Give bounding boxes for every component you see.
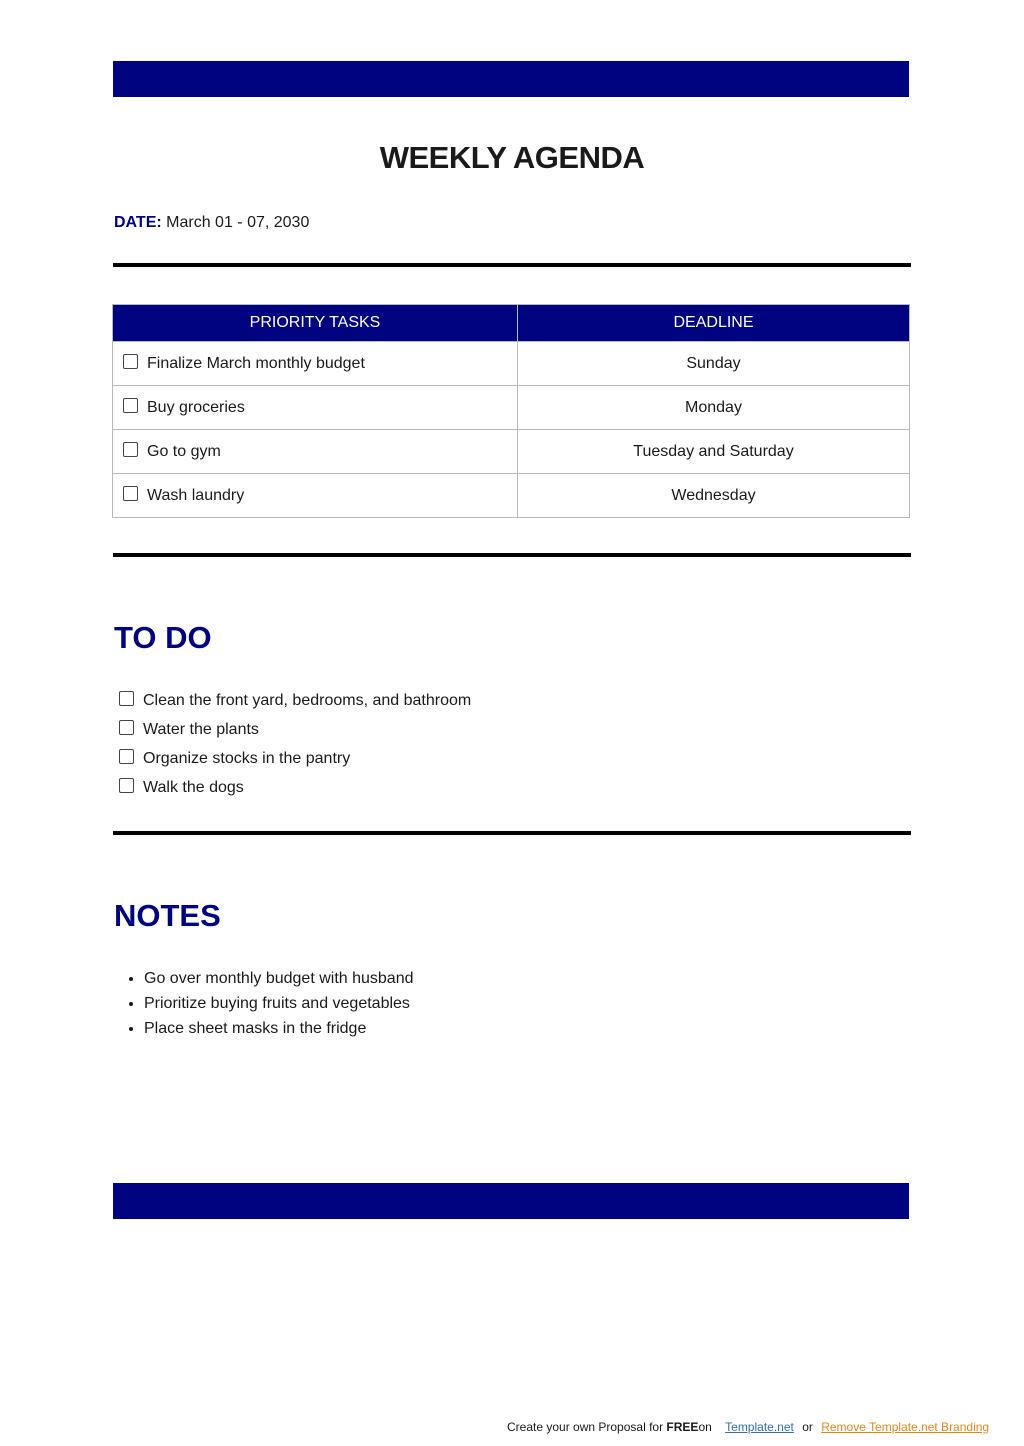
page-title: WEEKLY AGENDA [379,140,645,175]
deadline-cell: Tuesday and Saturday [518,430,910,474]
task-checkbox[interactable] [123,398,138,413]
date-value: March 01 - 07, 2030 [166,214,310,231]
priority-tasks-table [112,304,910,518]
date-line [114,214,309,232]
task-cell [113,342,518,386]
task-label: Wash laundry [147,486,245,504]
list-item [119,777,471,806]
footer-on: on [698,1420,712,1434]
task-checkbox[interactable] [123,486,138,501]
todo-checkbox[interactable] [119,749,134,764]
todo-list [119,690,471,806]
deadline-cell: Sunday [518,342,910,386]
table-row [113,342,910,386]
notes-list [144,968,414,1043]
notes-heading: NOTES [114,898,221,933]
task-cell [113,474,518,518]
divider [113,553,911,557]
todo-checkbox[interactable] [119,778,134,793]
task-label: Finalize March monthly budget [147,354,365,372]
footer-band [113,1183,909,1219]
todo-label: Water the plants [143,721,259,738]
list-item: • Prioritize buying fruits and vegetables [144,993,414,1018]
remove-branding-link[interactable]: Remove Template.net Branding [821,1420,990,1434]
divider [113,263,911,267]
list-item: • Place sheet masks in the fridge [144,1018,414,1043]
date-label: DATE: [114,214,162,231]
task-checkbox[interactable] [123,354,138,369]
list-item [119,748,471,777]
list-item: • Go over monthly budget with husband [144,968,414,993]
todo-checkbox[interactable] [119,720,134,735]
list-item [119,690,471,719]
column-header-deadline: DEADLINE [518,305,910,342]
divider [113,831,911,835]
task-label: Go to gym [147,442,221,460]
todo-checkbox[interactable] [119,691,134,706]
list-item [119,719,471,748]
deadline-cell: Monday [518,386,910,430]
table-row [113,386,910,430]
footer-prefix: Create your own Proposal for [507,1420,664,1434]
task-cell [113,430,518,474]
header-band [113,61,909,97]
todo-heading: TO DO [114,620,212,655]
footer-or: or [802,1420,813,1434]
deadline-cell: Wednesday [518,474,910,518]
table-row [113,474,910,518]
column-header-priority-tasks: PRIORITY TASKS [113,305,518,342]
template-net-link[interactable]: Template.net [725,1420,794,1434]
todo-label: Organize stocks in the pantry [143,750,351,767]
table-row [113,430,910,474]
task-checkbox[interactable] [123,442,138,457]
todo-label: Walk the dogs [143,779,244,796]
task-label: Buy groceries [147,398,245,416]
footer-free: FREE [666,1420,699,1434]
task-cell [113,386,518,430]
todo-label: Clean the front yard, bedrooms, and bathroom [143,692,472,709]
table-header-row [113,305,910,342]
branding-footer [507,1420,989,1434]
